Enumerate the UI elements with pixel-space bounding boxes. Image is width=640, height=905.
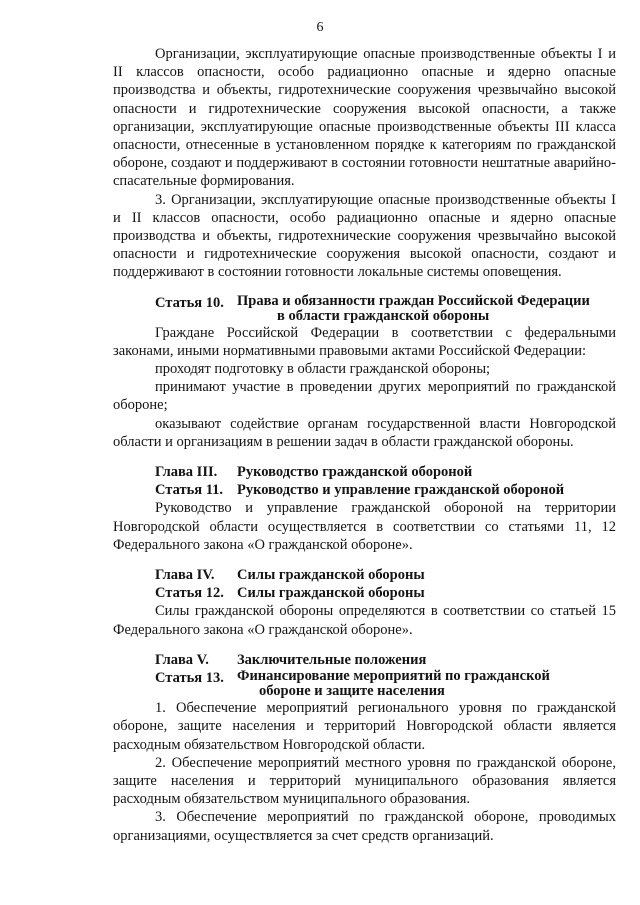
paragraph: проходят подготовку в области гражданской обороны; xyxy=(155,361,491,378)
chapter-label: Глава V. xyxy=(155,651,209,668)
article-title: Права и обязанности граждан Российской Федерации в области гражданской обороны xyxy=(237,292,590,324)
paragraph: Граждане Российской Федерации в соответствии с федеральными законами, иными нормативными правовыми актами Российской Федерации: xyxy=(113,324,616,359)
paragraph: Силы гражданской обороны определяются в соответствии со статьей 15 Федерального закона «О гражданской обороне». xyxy=(113,603,616,638)
paragraph: Организации, эксплуатирующие опасные производственные объекты I и II классов опасности, особо радиационно опасные и ядерно опасные производства и объекты, гидротехнические сооружения чрезвычайно высокой опасности и гидротехнические сооружения высокой опасности, а также организации, эксплуатирующие опасные производственные объекты III класса опасности, отнесенные в установленном порядке к категориям по гражданской обороне, создают и поддерживают в состоянии готовности нештатные аварийно-спасательные формирования. xyxy=(113,46,616,190)
article-label: Статья 11. xyxy=(155,482,224,499)
article-label: Статья 10. xyxy=(155,294,224,311)
chapter-title: Силы гражданской обороны xyxy=(237,567,425,584)
page-number: 6 xyxy=(316,20,324,35)
chapter-4-heading xyxy=(113,566,616,584)
paragraph: Руководство и управление гражданской обороной на территории Новгородской области осуществляется в соответствии со статьями 11, 12 Федерального закона «О гражданской обороне». xyxy=(113,500,616,553)
chapter-title: Заключительные положения xyxy=(237,651,427,668)
document-body xyxy=(113,45,616,845)
article-10-heading xyxy=(113,294,616,324)
paragraph: принимают участие в проведении других мероприятий по гражданской обороне; xyxy=(113,379,616,414)
chapter-title: Руководство гражданской обороной xyxy=(237,464,473,481)
paragraph: 3. Обеспечение мероприятий по гражданской обороне, проводимых организациями, осуществляется за счет средств организаций. xyxy=(113,809,616,844)
article-label: Статья 13. xyxy=(155,670,224,687)
paragraph: 3. Организации, эксплуатирующие опасные производственные объекты I и II классов опасности, особо радиационно опасные и ядерно опасные производства и объекты, гидротехнические сооружения чрезвычайно высокой опасности и гидротехнические сооружения высокой опасности, создают и поддерживают в состоянии готовности локальные системы оповещения. xyxy=(113,191,616,281)
chapter-3-heading xyxy=(113,463,616,481)
chapter-label: Глава III. xyxy=(155,464,218,481)
chapter-label: Глава IV. xyxy=(155,567,215,584)
paragraph: 2. Обеспечение мероприятий местного уровня по гражданской обороне, защите населения и территорий муниципального образования является расходным обязательством муниципального образования. xyxy=(113,754,616,808)
article-11-heading xyxy=(113,481,616,499)
paragraph: 1. Обеспечение мероприятий регионального уровня по гражданской обороне, защите населения и территорий Новгородской области является расходным обязательством Новгородской области. xyxy=(113,700,616,753)
article-label: Статья 12. xyxy=(155,585,224,602)
article-title: Финансирование мероприятий по гражданской обороне и защите населения xyxy=(237,668,550,700)
article-13-heading xyxy=(113,669,616,699)
paragraph: оказывают содействие органам государственной власти Новгородской области и организациям в решении задач в области гражданской обороны. xyxy=(113,415,616,450)
article-title: Силы гражданской обороны xyxy=(237,585,425,602)
chapter-5-heading xyxy=(113,651,616,669)
article-12-heading xyxy=(113,584,616,602)
article-title: Руководство и управление гражданской обороной xyxy=(237,482,565,499)
